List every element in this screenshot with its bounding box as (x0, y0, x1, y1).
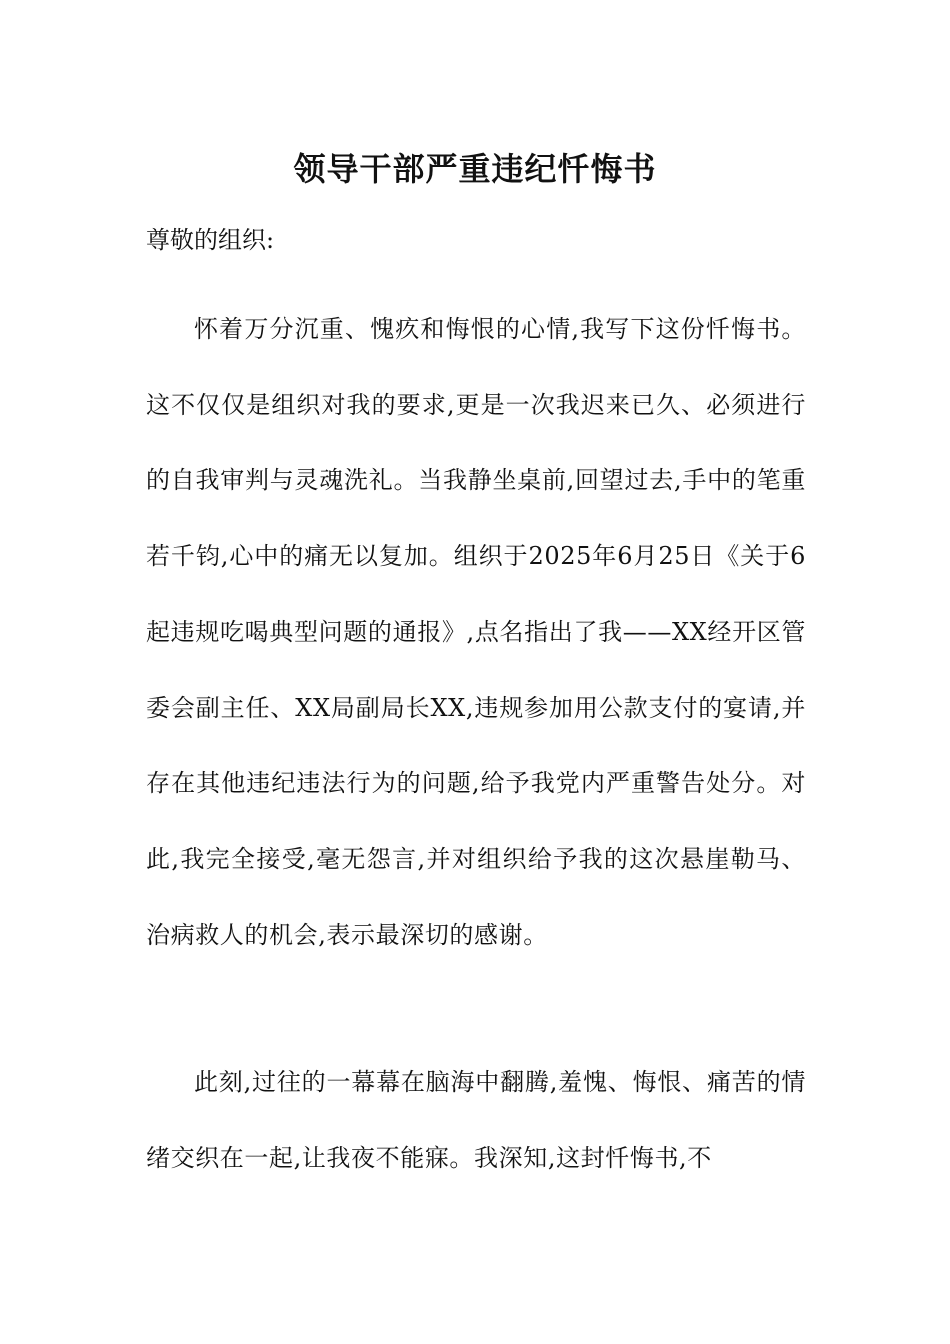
body-paragraph-2: 此刻,过往的一幕幕在脑海中翻腾,羞愧、悔恨、痛苦的情绪交织在一起,让我夜不能寐。我深知,这封忏悔书,不 (146, 1068, 806, 1172)
body-paragraph-1: 怀着万分沉重、愧疚和悔恨的心情,我写下这份忏悔书。这不仅仅是组织对我的要求,更是一次我迟来已久、必须进行的自我审判与灵魂洗礼。当我静坐桌前,回望过去,手中的笔重若千钧,心中的痛无以复加。组织于2025年6月25日《关于6起违规吃喝典型问题的通报》,点名指出了我——XX经开区管委会副主任、XX局副局长XX,违规参加用公款支付的宴请,并存在其他违纪违法行为的问题,给予我党内严重警告处分。对此,我完全接受,毫无怨言,并对组织给予我的这次悬崖勒马、治病救人的机会,表示最深切的感谢。 (146, 315, 806, 949)
document-title: 领导干部严重违纪忏悔书 (293, 150, 657, 188)
salutation: 尊敬的组织: (146, 226, 275, 254)
